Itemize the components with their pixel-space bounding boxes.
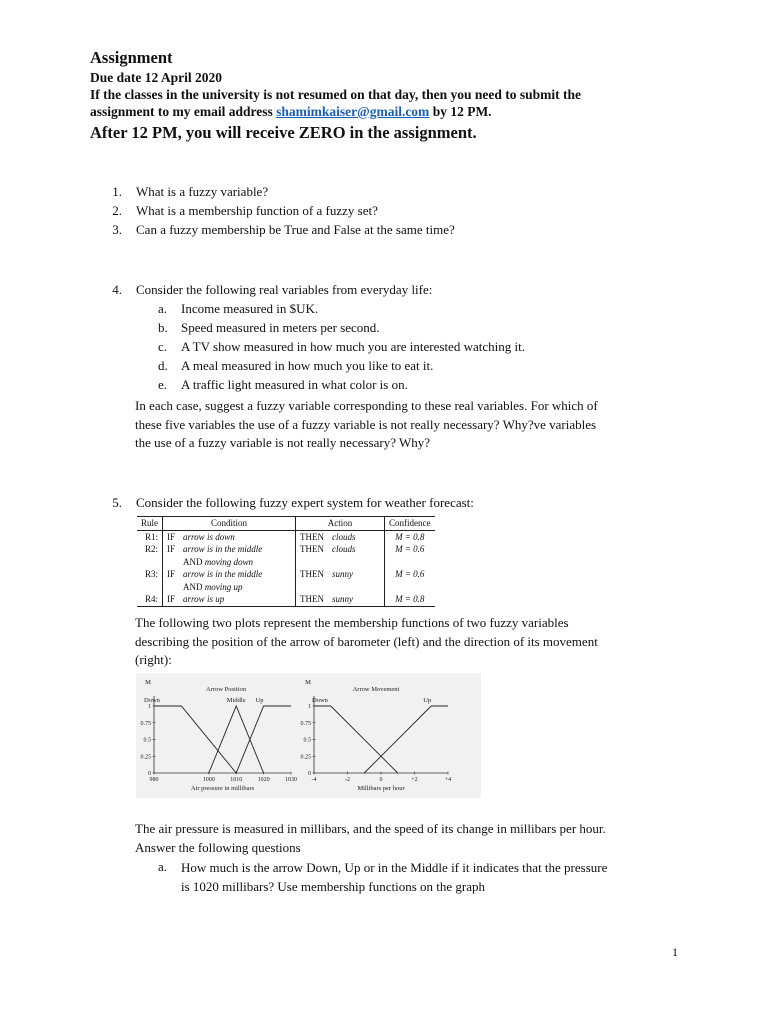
q5-paragraph-1 bbox=[135, 614, 695, 670]
cell-action: clouds bbox=[328, 530, 385, 543]
email-link[interactable]: shamimkaiser@gmail.com bbox=[276, 104, 430, 119]
chart-1 bbox=[313, 696, 449, 775]
x-tick-label: -2 bbox=[345, 777, 350, 783]
due-date: Due date 12 April 2020 bbox=[90, 70, 223, 85]
question-number: 4. bbox=[112, 282, 122, 297]
cell-then bbox=[296, 556, 329, 569]
x-tick-label: -4 bbox=[311, 777, 317, 783]
series-line-up bbox=[236, 706, 291, 773]
paragraph-line: (right): bbox=[135, 652, 172, 667]
x-axis-label: Millibars per hour bbox=[357, 785, 405, 792]
item-letter: a. bbox=[158, 859, 168, 874]
chart-0 bbox=[153, 696, 292, 775]
x-tick-label: 1030 bbox=[285, 777, 297, 783]
series-label: Down bbox=[312, 697, 328, 704]
paragraph-line: The following two plots represent the membership functions of two fuzzy variables bbox=[135, 615, 569, 630]
y-tick-label: 1 bbox=[308, 704, 311, 710]
cell-action: sunny bbox=[328, 593, 385, 606]
cell-confidence: M = 0.6 bbox=[395, 569, 425, 579]
paragraph-line: Answer the following questions bbox=[135, 839, 301, 855]
y-tick-label: 0.5 bbox=[303, 737, 311, 744]
cell-if: IF bbox=[167, 531, 176, 542]
series-label: Up bbox=[423, 697, 432, 704]
item-text: Income measured in $UK. bbox=[181, 301, 319, 316]
table-row bbox=[137, 543, 435, 556]
x-axis-label: Air pressure in millibars bbox=[190, 785, 255, 792]
chart-title: Arrow Movement bbox=[352, 686, 400, 693]
y-axis-label: M bbox=[145, 679, 151, 686]
paragraph-line: describing the position of the arrow of barometer (left) and the direction of its movement bbox=[135, 633, 598, 649]
question-text: What is a fuzzy variable? bbox=[136, 184, 269, 199]
table-row bbox=[137, 530, 435, 543]
paragraph-line: How much is the arrow Down, Up or in the Middle if it indicates that the pressure bbox=[181, 860, 608, 875]
cell-action bbox=[328, 556, 385, 569]
cell-and: AND bbox=[183, 556, 203, 567]
y-tick-label: 0.75 bbox=[300, 720, 311, 727]
cell-then: THEN bbox=[300, 569, 325, 579]
cell-action: sunny bbox=[328, 568, 385, 581]
question-number: 1. bbox=[112, 184, 122, 199]
item-text: A traffic light measured in what color is on. bbox=[181, 377, 408, 392]
y-tick-label: 1 bbox=[148, 704, 151, 710]
cell-condition-text: moving up bbox=[204, 581, 243, 592]
cell-if bbox=[163, 556, 180, 569]
cell-if: IF bbox=[167, 569, 176, 579]
q4-paragraph bbox=[135, 397, 695, 453]
cell-rule bbox=[137, 581, 163, 594]
cell-and: AND bbox=[183, 581, 203, 592]
header-confidence: Confidence bbox=[385, 517, 435, 531]
page-title: Assignment bbox=[90, 48, 173, 67]
item-text: A meal measured in how much you like to eat it. bbox=[181, 358, 434, 373]
paragraph-line: the use of a fuzzy variable is not really necessary? Why? bbox=[135, 435, 431, 450]
x-tick-label: 1000 bbox=[202, 777, 215, 783]
cell-confidence bbox=[385, 556, 435, 569]
cell-rule: R3: bbox=[137, 568, 163, 581]
cell-then bbox=[296, 581, 329, 594]
paragraph-line: these five variables the use of a fuzzy variable is not really necessary? Why?ve variables bbox=[135, 416, 597, 432]
series-label: Down bbox=[144, 697, 160, 704]
y-tick-label: 0.75 bbox=[140, 720, 151, 727]
cell-condition-text: moving down bbox=[204, 556, 254, 567]
cell-condition: arrow is down bbox=[179, 530, 296, 543]
series-line-up bbox=[364, 706, 448, 773]
item-letter: c. bbox=[158, 339, 168, 354]
page-number: 1 bbox=[672, 945, 678, 959]
cell-confidence: M = 0.8 bbox=[395, 531, 425, 542]
table-row bbox=[137, 568, 435, 581]
cell-if: IF bbox=[163, 593, 180, 606]
rules-table bbox=[137, 516, 435, 607]
membership-plots bbox=[136, 673, 481, 798]
series-line-down bbox=[154, 706, 236, 773]
notice-line-1: If the classes in the university is not resumed on that day, then you need to submit the bbox=[90, 87, 582, 102]
question-number: 3. bbox=[112, 222, 122, 237]
cell-condition bbox=[179, 581, 296, 594]
paragraph-line: is 1020 millibars? Use membership functions on the graph bbox=[181, 878, 486, 894]
series-label: Middle bbox=[226, 697, 246, 704]
header-condition: Condition bbox=[163, 517, 296, 531]
chart-title: Arrow Position bbox=[206, 686, 246, 693]
x-tick-label: +2 bbox=[411, 777, 418, 783]
cell-then: THEN bbox=[296, 593, 329, 606]
cell-action: clouds bbox=[328, 543, 385, 556]
table-row bbox=[137, 556, 435, 569]
cell-condition: arrow is in the middle bbox=[179, 568, 296, 581]
question-text: What is a membership function of a fuzzy set? bbox=[136, 203, 378, 218]
item-letter: e. bbox=[158, 377, 168, 392]
series-line-down bbox=[314, 706, 398, 773]
cell-if bbox=[163, 581, 180, 594]
cell-rule: R2: bbox=[137, 543, 163, 556]
q5-paragraph-2 bbox=[135, 820, 695, 857]
y-tick-label: 0 bbox=[308, 771, 311, 777]
cell-action bbox=[328, 581, 385, 594]
y-axis-label: M bbox=[305, 679, 311, 686]
header-rule: Rule bbox=[137, 517, 163, 531]
cell-rule: R1: bbox=[137, 530, 163, 543]
plots-svg bbox=[136, 673, 481, 798]
x-tick-label: 0 bbox=[379, 777, 383, 783]
cell-confidence bbox=[385, 581, 435, 594]
item-letter: d. bbox=[158, 358, 168, 373]
paragraph-line: In each case, suggest a fuzzy variable corresponding to these real variables. For which of bbox=[135, 398, 598, 413]
cell-condition: arrow is in the middle bbox=[179, 543, 296, 556]
header-action: Action bbox=[296, 517, 385, 531]
y-tick-label: 0.25 bbox=[140, 754, 151, 761]
deadline-warning: After 12 PM, you will receive ZERO in the assignment. bbox=[90, 123, 477, 142]
question-number: 2. bbox=[112, 203, 122, 218]
question-number: 5. bbox=[112, 495, 122, 510]
cell-rule bbox=[137, 556, 163, 569]
x-tick-label: +4 bbox=[444, 777, 452, 783]
x-tick-label: 980 bbox=[149, 777, 159, 783]
item-text: A TV show measured in how much you are interested watching it. bbox=[181, 339, 525, 354]
y-tick-label: 0.5 bbox=[143, 737, 151, 744]
series-label: Up bbox=[255, 697, 264, 704]
cell-then: THEN bbox=[300, 531, 325, 542]
notice-line-2 bbox=[90, 104, 492, 120]
x-tick-label: 1020 bbox=[257, 777, 270, 783]
notice-prefix: assignment to my email address bbox=[90, 104, 277, 119]
question-text: Consider the following real variables from everyday life: bbox=[136, 282, 433, 297]
table-row bbox=[137, 593, 435, 606]
cell-confidence: M = 0.6 bbox=[395, 544, 425, 554]
x-tick-label: 1010 bbox=[230, 777, 243, 783]
cell-then: THEN bbox=[300, 544, 325, 554]
cell-rule: R4: bbox=[137, 593, 163, 606]
y-tick-label: 0.25 bbox=[300, 754, 311, 761]
cell-condition bbox=[179, 556, 296, 569]
paragraph-line: The air pressure is measured in millibars, and the speed of its change in millibars per hour. bbox=[135, 821, 606, 836]
question-text: Can a fuzzy membership be True and False at the same time? bbox=[136, 222, 455, 237]
table-row bbox=[137, 581, 435, 594]
cell-condition: arrow is up bbox=[179, 593, 296, 606]
cell-confidence: M = 0.8 bbox=[385, 593, 435, 606]
notice-suffix: by 12 PM. bbox=[429, 104, 492, 119]
cell-if: IF bbox=[167, 544, 176, 554]
question-text: Consider the following fuzzy expert system for weather forecast: bbox=[136, 495, 474, 510]
series-line-middle bbox=[209, 706, 264, 773]
item-text bbox=[181, 859, 701, 896]
item-letter: b. bbox=[158, 320, 168, 335]
item-text: Speed measured in meters per second. bbox=[181, 320, 380, 335]
y-tick-label: 0 bbox=[148, 771, 151, 777]
item-letter: a. bbox=[158, 301, 168, 316]
